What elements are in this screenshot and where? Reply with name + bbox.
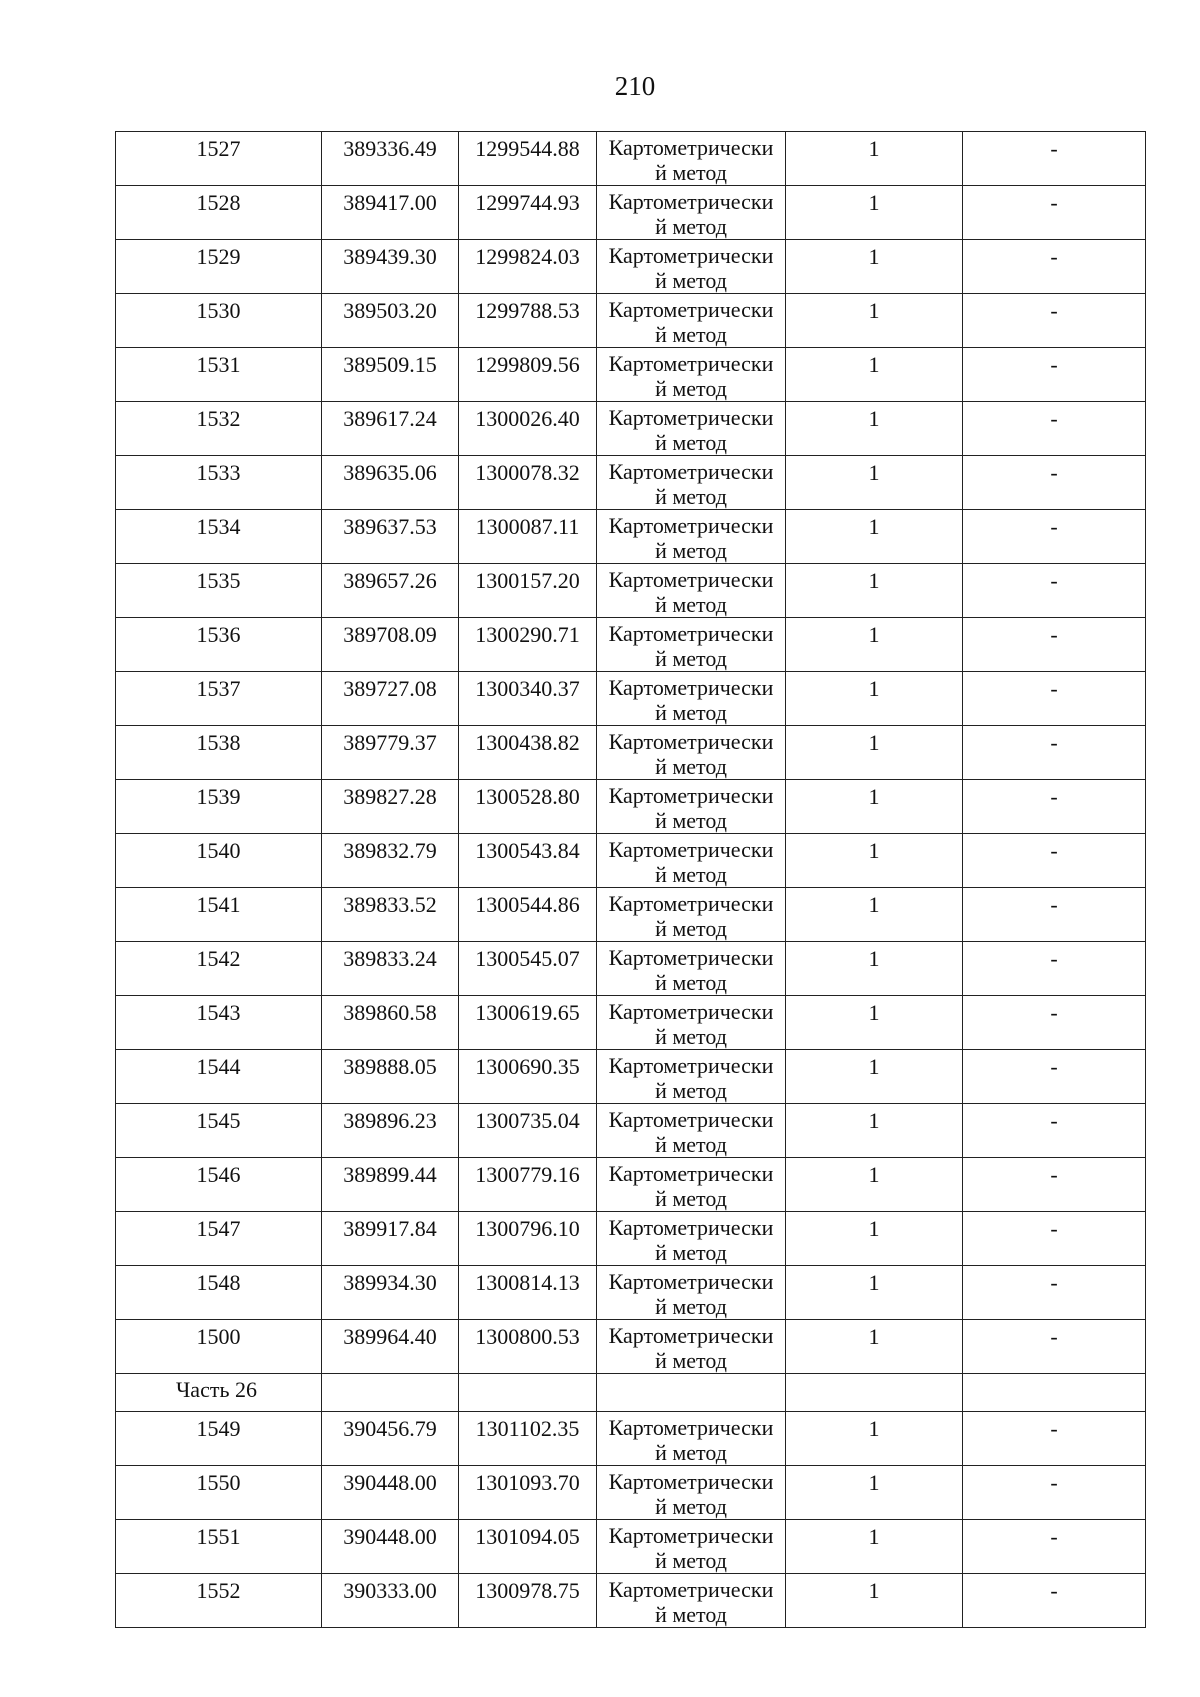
accuracy-value: 1 <box>786 618 963 672</box>
method-line-2: й метод <box>655 646 727 671</box>
method-line-1: Картометрически <box>608 1269 774 1294</box>
y-coordinate: 1300528.80 <box>459 780 597 834</box>
method-line-1: Картометрически <box>608 351 774 376</box>
x-coordinate: 389860.58 <box>322 996 459 1050</box>
method-line-1: Картометрически <box>608 1469 774 1494</box>
method-line-1: Картометрически <box>608 1523 774 1548</box>
accuracy-value: 1 <box>786 1050 963 1104</box>
table-row <box>116 456 1146 510</box>
table-row <box>116 348 1146 402</box>
point-number: 1542 <box>116 942 322 996</box>
empty-dash: - <box>963 672 1146 726</box>
x-coordinate: 389503.20 <box>322 294 459 348</box>
y-coordinate: 1300735.04 <box>459 1104 597 1158</box>
x-coordinate: 389833.52 <box>322 888 459 942</box>
method-line-2: й метод <box>655 1294 727 1319</box>
method-line-2: й метод <box>655 160 727 185</box>
table-row <box>116 942 1146 996</box>
method-cell <box>597 942 786 996</box>
x-coordinate: 389964.40 <box>322 1320 459 1374</box>
table-row <box>116 294 1146 348</box>
method-line-2: й метод <box>655 592 727 617</box>
x-coordinate: 389635.06 <box>322 456 459 510</box>
accuracy-value: 1 <box>786 1266 963 1320</box>
method-line-2: й метод <box>655 1132 727 1157</box>
accuracy-value: 1 <box>786 996 963 1050</box>
method-line-2: й метод <box>655 430 727 455</box>
method-cell <box>597 996 786 1050</box>
point-number: 1500 <box>116 1320 322 1374</box>
point-number: 1533 <box>116 456 322 510</box>
method-line-2: й метод <box>655 1602 727 1627</box>
x-coordinate: 389934.30 <box>322 1266 459 1320</box>
y-coordinate: 1301094.05 <box>459 1520 597 1574</box>
method-line-1: Картометрически <box>608 135 774 160</box>
method-line-2: й метод <box>655 916 727 941</box>
method-cell <box>597 1412 786 1466</box>
method-cell <box>597 456 786 510</box>
empty-dash: - <box>963 456 1146 510</box>
accuracy-value: 1 <box>786 456 963 510</box>
table-row <box>116 1574 1146 1628</box>
method-line-2: й метод <box>655 700 727 725</box>
method-line-2: й метод <box>655 1494 727 1519</box>
method-cell <box>597 1104 786 1158</box>
section-row <box>116 1374 1146 1412</box>
table-row <box>116 780 1146 834</box>
table-row <box>116 1520 1146 1574</box>
accuracy-value: 1 <box>786 1158 963 1212</box>
empty-dash: - <box>963 348 1146 402</box>
method-line-1: Картометрически <box>608 675 774 700</box>
accuracy-value: 1 <box>786 402 963 456</box>
point-number: 1532 <box>116 402 322 456</box>
table-row <box>116 1466 1146 1520</box>
point-number: 1548 <box>116 1266 322 1320</box>
accuracy-value: 1 <box>786 186 963 240</box>
method-cell <box>597 240 786 294</box>
method-cell <box>597 1266 786 1320</box>
table-row <box>116 510 1146 564</box>
accuracy-value: 1 <box>786 1574 963 1628</box>
y-coordinate: 1300545.07 <box>459 942 597 996</box>
empty-dash: - <box>963 402 1146 456</box>
accuracy-value: 1 <box>786 1466 963 1520</box>
method-line-2: й метод <box>655 1348 727 1373</box>
accuracy-value: 1 <box>786 942 963 996</box>
method-line-1: Картометрически <box>608 1415 774 1440</box>
empty-dash: - <box>963 240 1146 294</box>
method-line-2: й метод <box>655 322 727 347</box>
accuracy-value: 1 <box>786 726 963 780</box>
x-coordinate: 389899.44 <box>322 1158 459 1212</box>
method-line-1: Картометрически <box>608 243 774 268</box>
empty-dash: - <box>963 942 1146 996</box>
point-number: 1528 <box>116 186 322 240</box>
accuracy-value: 1 <box>786 1320 963 1374</box>
method-line-2: й метод <box>655 808 727 833</box>
x-coordinate: 389917.84 <box>322 1212 459 1266</box>
point-number: 1546 <box>116 1158 322 1212</box>
accuracy-value: 1 <box>786 672 963 726</box>
y-coordinate: 1300078.32 <box>459 456 597 510</box>
y-coordinate: 1300157.20 <box>459 564 597 618</box>
x-coordinate: 389888.05 <box>322 1050 459 1104</box>
method-line-1: Картометрически <box>608 189 774 214</box>
method-line-1: Картометрически <box>608 621 774 646</box>
empty-dash: - <box>963 1212 1146 1266</box>
method-cell <box>597 834 786 888</box>
y-coordinate: 1301093.70 <box>459 1466 597 1520</box>
empty-dash: - <box>963 996 1146 1050</box>
x-coordinate: 389657.26 <box>322 564 459 618</box>
method-line-1: Картометрически <box>608 1323 774 1348</box>
point-number: 1538 <box>116 726 322 780</box>
table-row <box>116 1212 1146 1266</box>
x-coordinate: 390456.79 <box>322 1412 459 1466</box>
method-line-2: й метод <box>655 1024 727 1049</box>
method-line-2: й метод <box>655 1078 727 1103</box>
empty-dash: - <box>963 888 1146 942</box>
point-number: 1540 <box>116 834 322 888</box>
x-coordinate: 389509.15 <box>322 348 459 402</box>
empty-cell <box>786 1374 963 1412</box>
coordinates-table-body <box>116 132 1146 1628</box>
y-coordinate: 1300438.82 <box>459 726 597 780</box>
section-label: Часть 26 <box>116 1374 322 1412</box>
point-number: 1536 <box>116 618 322 672</box>
empty-dash: - <box>963 1520 1146 1574</box>
y-coordinate: 1300779.16 <box>459 1158 597 1212</box>
method-cell <box>597 1574 786 1628</box>
x-coordinate: 389727.08 <box>322 672 459 726</box>
method-cell <box>597 132 786 186</box>
method-line-2: й метод <box>655 1440 727 1465</box>
method-cell <box>597 726 786 780</box>
table-row <box>116 1412 1146 1466</box>
coordinates-table <box>115 131 1146 1628</box>
method-line-1: Картометрически <box>608 729 774 754</box>
table-row <box>116 1050 1146 1104</box>
point-number: 1549 <box>116 1412 322 1466</box>
method-line-1: Картометрически <box>608 459 774 484</box>
accuracy-value: 1 <box>786 834 963 888</box>
page-number: 210 <box>614 71 656 101</box>
y-coordinate: 1300800.53 <box>459 1320 597 1374</box>
point-number: 1534 <box>116 510 322 564</box>
method-line-1: Картометрически <box>608 513 774 538</box>
method-cell <box>597 348 786 402</box>
y-coordinate: 1300543.84 <box>459 834 597 888</box>
y-coordinate: 1300290.71 <box>459 618 597 672</box>
table-row <box>116 888 1146 942</box>
method-line-1: Картометрически <box>608 567 774 592</box>
table-row <box>116 1104 1146 1158</box>
method-line-1: Картометрически <box>608 783 774 808</box>
method-line-2: й метод <box>655 754 727 779</box>
empty-dash: - <box>963 1050 1146 1104</box>
accuracy-value: 1 <box>786 294 963 348</box>
method-line-1: Картометрически <box>608 999 774 1024</box>
x-coordinate: 389832.79 <box>322 834 459 888</box>
y-coordinate: 1300544.86 <box>459 888 597 942</box>
y-coordinate: 1300978.75 <box>459 1574 597 1628</box>
method-line-2: й метод <box>655 862 727 887</box>
point-number: 1527 <box>116 132 322 186</box>
accuracy-value: 1 <box>786 888 963 942</box>
point-number: 1551 <box>116 1520 322 1574</box>
method-cell <box>597 780 786 834</box>
empty-dash: - <box>963 186 1146 240</box>
method-cell <box>597 186 786 240</box>
table-row <box>116 618 1146 672</box>
method-line-1: Картометрически <box>608 1215 774 1240</box>
method-cell <box>597 1158 786 1212</box>
table-row <box>116 402 1146 456</box>
method-line-1: Картометрически <box>608 945 774 970</box>
method-cell <box>597 1320 786 1374</box>
x-coordinate: 390333.00 <box>322 1574 459 1628</box>
empty-cell <box>597 1374 786 1412</box>
method-line-2: й метод <box>655 268 727 293</box>
x-coordinate: 390448.00 <box>322 1520 459 1574</box>
y-coordinate: 1300087.11 <box>459 510 597 564</box>
point-number: 1539 <box>116 780 322 834</box>
accuracy-value: 1 <box>786 240 963 294</box>
point-number: 1552 <box>116 1574 322 1628</box>
empty-dash: - <box>963 294 1146 348</box>
y-coordinate: 1299744.93 <box>459 186 597 240</box>
table-row <box>116 1320 1146 1374</box>
method-line-2: й метод <box>655 214 727 239</box>
method-line-2: й метод <box>655 1186 727 1211</box>
empty-dash: - <box>963 510 1146 564</box>
x-coordinate: 389708.09 <box>322 618 459 672</box>
table-row <box>116 186 1146 240</box>
x-coordinate: 389779.37 <box>322 726 459 780</box>
method-line-2: й метод <box>655 970 727 995</box>
empty-dash: - <box>963 132 1146 186</box>
x-coordinate: 389617.24 <box>322 402 459 456</box>
empty-dash: - <box>963 564 1146 618</box>
empty-dash: - <box>963 1320 1146 1374</box>
y-coordinate: 1300796.10 <box>459 1212 597 1266</box>
empty-dash: - <box>963 1104 1146 1158</box>
point-number: 1544 <box>116 1050 322 1104</box>
accuracy-value: 1 <box>786 348 963 402</box>
accuracy-value: 1 <box>786 132 963 186</box>
y-coordinate: 1301102.35 <box>459 1412 597 1466</box>
method-cell <box>597 402 786 456</box>
method-line-2: й метод <box>655 538 727 563</box>
table-row <box>116 672 1146 726</box>
method-cell <box>597 1212 786 1266</box>
point-number: 1531 <box>116 348 322 402</box>
accuracy-value: 1 <box>786 1104 963 1158</box>
empty-dash: - <box>963 1574 1146 1628</box>
method-cell <box>597 564 786 618</box>
y-coordinate: 1299544.88 <box>459 132 597 186</box>
accuracy-value: 1 <box>786 510 963 564</box>
x-coordinate: 390448.00 <box>322 1466 459 1520</box>
point-number: 1541 <box>116 888 322 942</box>
point-number: 1543 <box>116 996 322 1050</box>
y-coordinate: 1299824.03 <box>459 240 597 294</box>
x-coordinate: 389336.49 <box>322 132 459 186</box>
accuracy-value: 1 <box>786 1412 963 1466</box>
point-number: 1529 <box>116 240 322 294</box>
method-cell <box>597 618 786 672</box>
method-line-2: й метод <box>655 376 727 401</box>
accuracy-value: 1 <box>786 1212 963 1266</box>
y-coordinate: 1300690.35 <box>459 1050 597 1104</box>
empty-dash: - <box>963 1412 1146 1466</box>
method-cell <box>597 510 786 564</box>
method-cell <box>597 888 786 942</box>
empty-dash: - <box>963 780 1146 834</box>
y-coordinate: 1300340.37 <box>459 672 597 726</box>
point-number: 1537 <box>116 672 322 726</box>
method-line-1: Картометрически <box>608 297 774 322</box>
table-row <box>116 834 1146 888</box>
method-cell <box>597 1520 786 1574</box>
method-line-2: й метод <box>655 1240 727 1265</box>
y-coordinate: 1300814.13 <box>459 1266 597 1320</box>
method-line-1: Картометрически <box>608 1107 774 1132</box>
table-row <box>116 996 1146 1050</box>
method-line-1: Картометрически <box>608 837 774 862</box>
empty-dash: - <box>963 1466 1146 1520</box>
empty-cell <box>963 1374 1146 1412</box>
y-coordinate: 1299809.56 <box>459 348 597 402</box>
table-row <box>116 1158 1146 1212</box>
x-coordinate: 389896.23 <box>322 1104 459 1158</box>
point-number: 1547 <box>116 1212 322 1266</box>
x-coordinate: 389417.00 <box>322 186 459 240</box>
accuracy-value: 1 <box>786 780 963 834</box>
x-coordinate: 389827.28 <box>322 780 459 834</box>
accuracy-value: 1 <box>786 564 963 618</box>
table-row <box>116 1266 1146 1320</box>
empty-dash: - <box>963 618 1146 672</box>
method-cell <box>597 294 786 348</box>
x-coordinate: 389439.30 <box>322 240 459 294</box>
point-number: 1535 <box>116 564 322 618</box>
accuracy-value: 1 <box>786 1520 963 1574</box>
empty-cell <box>459 1374 597 1412</box>
y-coordinate: 1300619.65 <box>459 996 597 1050</box>
method-line-2: й метод <box>655 1548 727 1573</box>
method-line-1: Картометрически <box>608 1161 774 1186</box>
empty-dash: - <box>963 1266 1146 1320</box>
method-line-1: Картометрически <box>608 405 774 430</box>
method-line-2: й метод <box>655 484 727 509</box>
y-coordinate: 1299788.53 <box>459 294 597 348</box>
method-cell <box>597 1050 786 1104</box>
point-number: 1530 <box>116 294 322 348</box>
method-cell <box>597 1466 786 1520</box>
method-line-1: Картометрически <box>608 1577 774 1602</box>
empty-cell <box>322 1374 459 1412</box>
table-row <box>116 564 1146 618</box>
method-line-1: Картометрически <box>608 891 774 916</box>
x-coordinate: 389637.53 <box>322 510 459 564</box>
empty-dash: - <box>963 726 1146 780</box>
empty-dash: - <box>963 834 1146 888</box>
table-row <box>116 240 1146 294</box>
y-coordinate: 1300026.40 <box>459 402 597 456</box>
table-row <box>116 726 1146 780</box>
empty-dash: - <box>963 1158 1146 1212</box>
method-cell <box>597 672 786 726</box>
table-row <box>116 132 1146 186</box>
x-coordinate: 389833.24 <box>322 942 459 996</box>
method-line-1: Картометрически <box>608 1053 774 1078</box>
point-number: 1550 <box>116 1466 322 1520</box>
point-number: 1545 <box>116 1104 322 1158</box>
